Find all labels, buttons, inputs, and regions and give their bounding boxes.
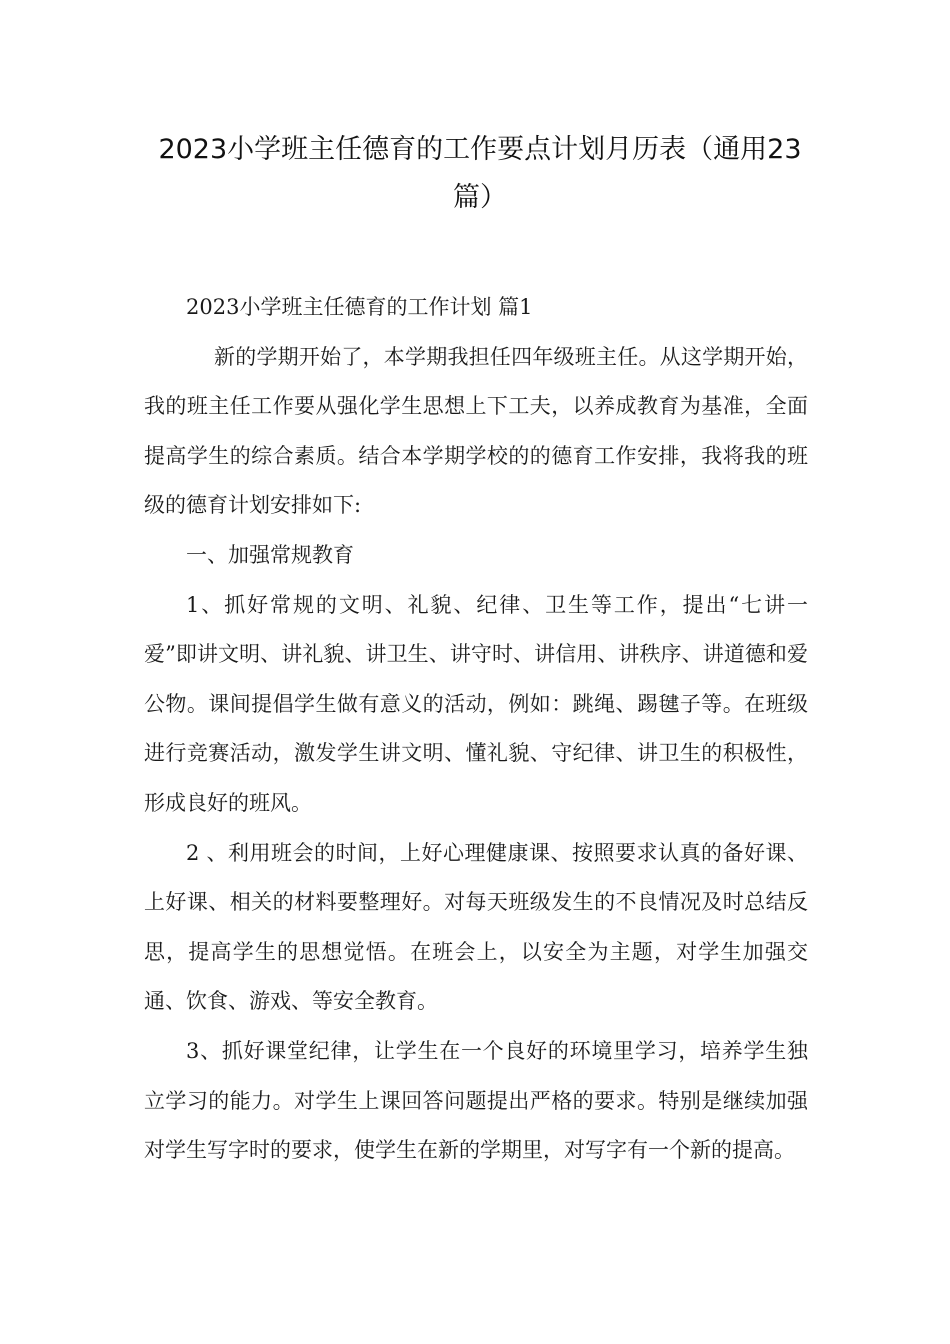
- document-title: 2023小学班主任德育的工作要点计划月历表（通用23篇）: [158, 134, 802, 213]
- paragraph-heading-1: 一、加强常规教育: [186, 542, 354, 567]
- document-body: [144, 283, 808, 1176]
- paragraph-item-3: 3、抓好课堂纪律，让学生在一个良好的环境里学习，培养学生独立学习的能力。对学生上课回答问题提出严格的要求。特别是继续加强对学生写字时的要求，使学生在新的学期里，对写字有一个新的提高。: [144, 1038, 808, 1163]
- paragraph-intro: 新的学期开始了，本学期我担任四年级班主任。从这学期开始，我的班主任工作要从强化学生思想上下工夫，以养成教育为基准，全面提高学生的综合素质。结合本学期学校的的德育工作安排，我将我的班级的德育计划安排如下:: [144, 344, 808, 518]
- paragraph-item-2: 2 、利用班会的时间，上好心理健康课、按照要求认真的备好课、上好课、相关的材料要整理好。对每天班级发生的不良情况及时总结反思，提高学生的思想觉悟。在班会上，以安全为主题，对学生加强交通、饮食、游戏、等安全教育。: [144, 840, 808, 1014]
- section-heading: 2023小学班主任德育的工作计划 篇1: [186, 295, 533, 319]
- paragraph-item-1: 1、抓好常规的文明、礼貌、纪律、卫生等工作，提出“七讲一爱”即讲文明、讲礼貌、讲卫生、讲守时、讲信用、讲秩序、讲道德和爱公物。课间提倡学生做有意义的活动，例如：跳绳、踢毽子等。在班级进行竞赛活动，激发学生讲文明、懂礼貌、守纪律、讲卫生的积极性，形成良好的班风。: [144, 592, 808, 815]
